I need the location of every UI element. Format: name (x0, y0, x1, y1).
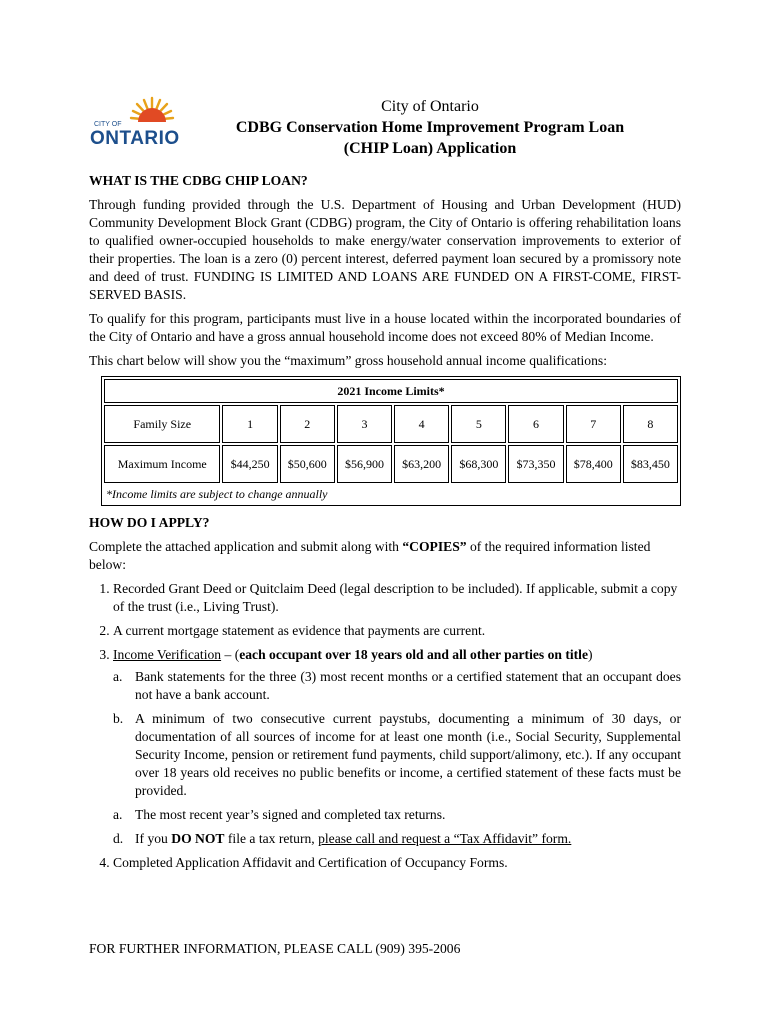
income-cell: $68,300 (451, 445, 506, 483)
header-program: CDBG Conservation Home Improvement Program Loan (235, 119, 625, 136)
family-size-cell: 2 (280, 405, 335, 443)
paragraph-qualification: To qualify for this program, participants must live in a house located within the incorporated boundaries of the City of Ontario and have a gross annual household income does not exceed 80% of Median Income. (89, 311, 681, 344)
logo-city-of: CITY OF (94, 121, 122, 128)
item-text: Completed Application Affidavit and Certification of Occupancy Forms. (113, 855, 508, 870)
city-of-ontario-logo (88, 92, 184, 148)
row-label-family-size: Family Size (104, 405, 220, 443)
item-bold-text: each occupant over 18 years old and all other parties on title (239, 647, 588, 662)
sub-marker: d. (113, 831, 124, 846)
sub-text: If you (135, 831, 172, 846)
sub-marker: a. (113, 669, 123, 684)
header-city: City of Ontario (381, 98, 479, 115)
sub-bold-text: DO NOT (171, 831, 225, 846)
intro-copies: “COPIES” (402, 539, 467, 554)
list-item (113, 622, 681, 640)
item-text: – ( (221, 647, 240, 662)
item-text: ) (587, 647, 593, 662)
document-header (180, 96, 680, 159)
sub-list-item (113, 830, 681, 848)
paragraph-program-description: Through funding provided through the U.S. Department of Housing and Urban Development (HUD) Community Development Block Grant (CDBG) program, the City of Ontario is offering rehabilitation loans to qualified owner-occupied households to make energy/water conservation improvements to exterior of their properties. The loan is a zero (0) percent interest, deferred payment loan secured by a promissory note and deed of trust. FUNDING IS LIMITED AND LOANS ARE FUNDED ON A FIRST-COME, FIRST-SERVED BASIS. (89, 197, 681, 302)
sub-marker: a. (113, 807, 123, 822)
income-cell: $73,350 (508, 445, 563, 483)
family-size-cell: 8 (623, 405, 678, 443)
income-cell: $63,200 (394, 445, 449, 483)
family-size-cell: 4 (394, 405, 449, 443)
sub-list-item (113, 668, 681, 704)
income-verification-sublist (113, 668, 681, 848)
family-size-cell: 6 (508, 405, 563, 443)
header-application: (CHIP Loan) Application (343, 140, 517, 157)
income-cell: $56,900 (337, 445, 392, 483)
item-text: A current mortgage statement as evidence that payments are current. (113, 623, 486, 638)
table-note: *Income limits are subject to change annually (106, 487, 328, 501)
requirements-list (89, 580, 681, 872)
tax-affidavit-request: please call and request a “Tax Affidavit” form. (318, 831, 572, 846)
paragraph-chart-intro: This chart below will show you the “maximum” gross household annual income qualifications: (89, 353, 607, 368)
income-cell: $83,450 (623, 445, 678, 483)
intro-text-end: of the required information listed below: (89, 539, 651, 572)
document-body (89, 172, 681, 878)
income-cell: $44,250 (222, 445, 277, 483)
family-size-cell: 1 (222, 405, 277, 443)
sub-text: Bank statements for the three (3) most recent months or a certified statement that an occupant does not have a bank account. (135, 669, 681, 702)
table-row-family-size (104, 405, 678, 443)
row-label-maximum-income: Maximum Income (104, 445, 220, 483)
section-heading-how-to-apply: HOW DO I APPLY? (89, 515, 210, 530)
family-size-cell: 5 (451, 405, 506, 443)
sub-text: file a tax return, (224, 831, 319, 846)
list-item (113, 646, 681, 848)
family-size-cell: 3 (337, 405, 392, 443)
item-text: Recorded Grant Deed or Quitclaim Deed (legal description to be included). If applicable, submit a copy of the trust (i.e., Living Trust). (113, 581, 678, 614)
table-title: 2021 Income Limits* (104, 379, 678, 403)
list-item (113, 580, 681, 616)
footer-contact: FOR FURTHER INFORMATION, PLEASE CALL (909) 395-2006 (89, 941, 461, 956)
income-verification-label: Income Verification (113, 647, 222, 662)
section-heading-what-is: WHAT IS THE CDBG CHIP LOAN? (89, 173, 308, 188)
family-size-cell: 7 (566, 405, 621, 443)
sub-text: A minimum of two consecutive current paystubs, documenting a minimum of 30 days, or documentation of all sources of income for at least one month (i.e., Social Security, Supplemental Security Income, pension or retirement fund payments, child support/alimony, etc.). If any occupant over 18 years old receives no public benefits or income, a certified statement of these facts must be provided. (135, 711, 681, 798)
logo-ontario: ONTARIO (90, 128, 180, 148)
income-cell: $78,400 (566, 445, 621, 483)
sub-list-item (113, 806, 681, 824)
income-limits-table (101, 376, 681, 506)
sub-text: The most recent year’s signed and completed tax returns. (135, 807, 446, 822)
income-cell: $50,600 (280, 445, 335, 483)
intro-text: Complete the attached application and submit along with (89, 539, 403, 554)
sub-list-item (113, 710, 681, 800)
paragraph-apply-intro (89, 538, 681, 574)
table-row-maximum-income (104, 445, 678, 483)
sub-marker: b. (113, 711, 124, 726)
list-item (113, 854, 681, 872)
